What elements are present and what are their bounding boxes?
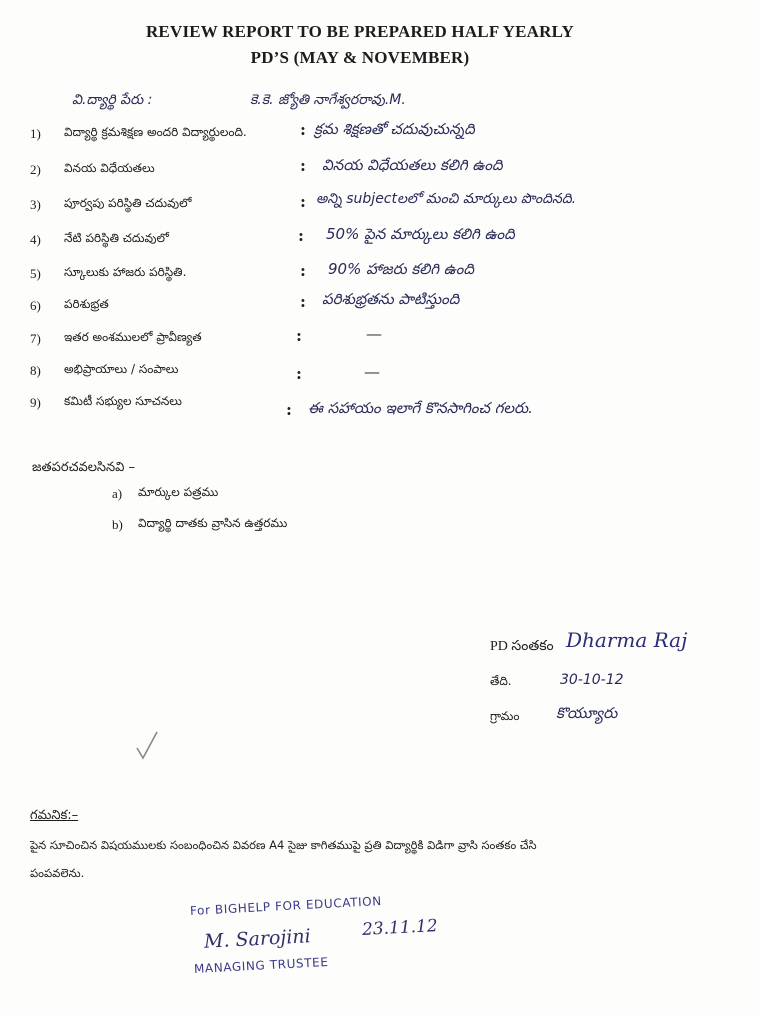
item-label: విద్యార్థి క్రమశిక్షణ అందరి విద్యార్థులంది. [64, 125, 247, 139]
item-colon: : [300, 192, 306, 211]
date-label: తేది. [490, 674, 512, 688]
item-label: ఇతర అంశములలో ప్రావీణ్యత [64, 330, 202, 344]
item-number: 6) [30, 298, 41, 313]
item-value: 90% హాజరు కలిగి ఉంది [328, 260, 474, 278]
item-value: వినయ విధేయతలు కలిగి ఉంది [322, 156, 503, 174]
item-value: క్రమ శిక్షణతో చదువుచున్నది [314, 120, 475, 138]
item-colon: : [298, 226, 304, 245]
note-heading: గమనిక:– [30, 808, 79, 823]
item-label: స్కూలుకు హాజరు పరిస్థితి. [64, 265, 187, 279]
item-colon: : [286, 400, 292, 419]
item-value: — [364, 362, 380, 381]
report-title: REVIEW REPORT TO BE PREPARED HALF YEARLY [145, 22, 575, 41]
item-label: పరిశుభ్రత [64, 297, 109, 311]
stamp-organization: For BIGHELP FOR EDUCATION [189, 893, 383, 918]
item-colon: : [300, 261, 306, 280]
village-value: కొయ్యూరు [556, 704, 618, 722]
report-subtitle: PD’S (MAY & NOVEMBER) [250, 48, 470, 67]
check-mark-icon [134, 728, 160, 762]
item-colon: : [296, 326, 302, 345]
student-name-value: కె.కె. జ్యోతి నాగేశ్వరరావు.M. [250, 92, 406, 108]
item-number: 8) [30, 363, 41, 378]
item-label: వినయ విధేయతలు [64, 161, 155, 175]
item-number: 2) [30, 162, 41, 177]
pd-signature: Dharma Raj [566, 628, 688, 652]
item-colon: : [296, 364, 302, 383]
item-number: 5) [30, 266, 41, 281]
note-line-1: పైన సూచించిన విషయములకు సంబంధించిన వివరణ A4 సైజు కాగితముపై ప్రతి విద్యార్థికి విడిగా వ్రాసి సంతకం చేసి [30, 838, 537, 852]
item-number: 1) [30, 126, 41, 141]
stamp-title: MANAGING TRUSTEE [193, 954, 329, 976]
attachments-heading: జతపరచవలసినవి – [32, 460, 136, 475]
item-value: పరిశుభ్రతను పాటిస్తుంది [322, 290, 460, 308]
item-value: 50% పైన మార్కులు కలిగి ఉంది [326, 225, 515, 243]
item-number: 7) [30, 331, 41, 346]
item-colon: : [300, 120, 306, 139]
item-label: నేటి పరిస్థితి చదువులో [64, 231, 169, 245]
item-colon: : [300, 292, 306, 311]
note-line-2: పంపవలెను. [30, 866, 85, 880]
item-number: 4) [30, 232, 41, 247]
item-value: ఈ సహాయం ఇలాగే కొనసాగించ గలరు. [308, 399, 533, 417]
item-colon: : [300, 156, 306, 175]
attachment-marker: a) [112, 486, 123, 501]
attachment-item: మార్కుల పత్రము [138, 485, 219, 499]
item-label: పూర్వపు పరిస్థితి చదువులో [64, 196, 192, 210]
trustee-signature: M. Sarojini [203, 925, 312, 953]
item-value: అన్ని subjectలలో మంచి మార్కులు పొందినది. [316, 191, 577, 207]
item-number: 9) [30, 395, 41, 410]
pd-signature-label: PD సంతకం [490, 639, 554, 654]
student-name-label: వి.ద్యార్థి పేరు : [72, 92, 153, 108]
date-value: 30-10-12 [560, 672, 624, 688]
village-label: గ్రామం [490, 709, 520, 723]
item-label: అభిప్రాయాలు / సంపాలు [64, 362, 179, 376]
item-label: కమిటీ సభ్యుల సూచనలు [64, 394, 182, 408]
item-value: — [366, 324, 382, 343]
item-number: 3) [30, 197, 41, 212]
attachment-item: విద్యార్థి దాతకు వ్రాసిన ఉత్తరము [138, 516, 288, 530]
stamp-date: 23.11.12 [361, 916, 439, 940]
attachment-marker: b) [112, 517, 123, 532]
